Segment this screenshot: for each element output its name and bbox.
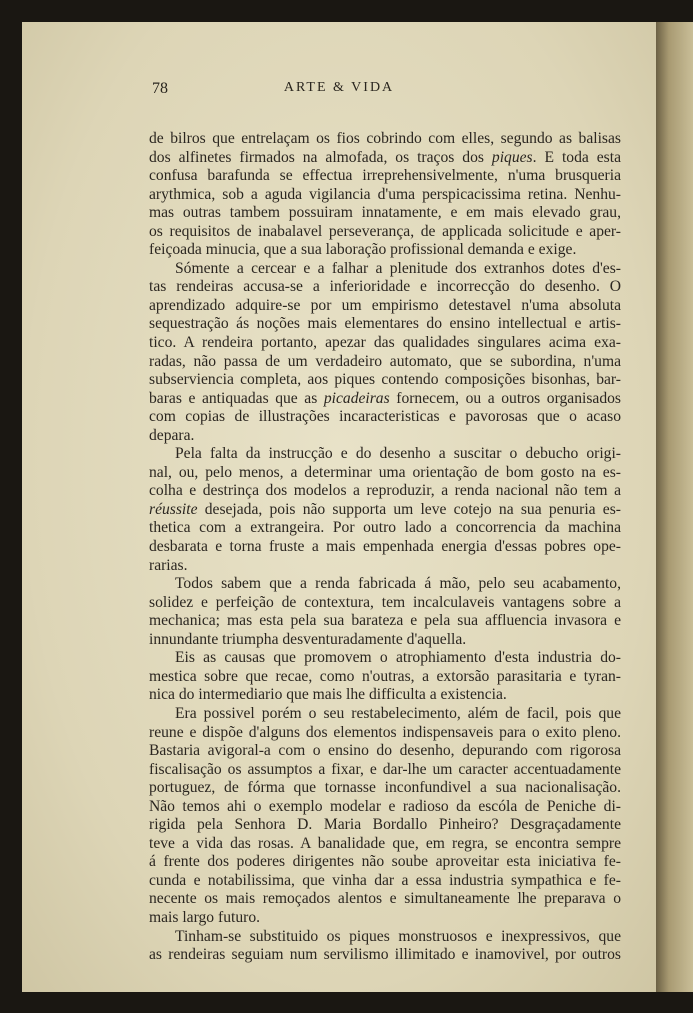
text-line <box>149 705 621 724</box>
text-line <box>149 149 621 168</box>
text-run: confusa barafunda se effectua irreprehensivelmente, n'uma brusqueria <box>149 167 621 185</box>
text-run: thetica com a extrangeira. Por outro lado a concorrencia da machina <box>149 519 621 537</box>
text-line <box>149 278 621 297</box>
text-line <box>149 241 621 260</box>
text-run: baras e antiquadas que as <box>149 389 324 407</box>
text-line <box>149 742 621 761</box>
text-run: de bilros que entrelaçam os fios cobrindo com elles, segundo as balisas <box>149 130 621 147</box>
text-line <box>149 482 621 501</box>
text-line <box>149 649 621 668</box>
text-run: os requisitos de inabalavel perseverança, de applicada solicitude e aper- <box>149 222 621 240</box>
text-line <box>149 890 621 909</box>
page-header <box>22 80 656 104</box>
text-line <box>149 297 621 316</box>
text-run: dos alfinetes firmados na almofada, os traços dos <box>149 148 492 166</box>
text-run: Pela falta da instrucção e do desenho a suscitar o debucho origi- <box>175 445 621 463</box>
text-line <box>149 427 621 446</box>
text-line <box>149 501 621 520</box>
text-line <box>149 631 621 650</box>
text-run: as rendeiras seguiam num servilismo illimitado e inamovivel, por outros <box>149 946 621 964</box>
text-line <box>149 557 621 576</box>
text-run: radas, não passa de um verdadeiro automato, que se subordina, n'uma <box>149 352 621 370</box>
running-title: ARTE & VIDA <box>283 80 395 95</box>
text-line <box>149 353 621 372</box>
text-line <box>149 853 621 872</box>
text-line <box>149 761 621 780</box>
text-run: mais largo futuro. <box>149 908 261 926</box>
text-line <box>149 575 621 594</box>
text-run: aprendizado adquire-se por um empirismo detestavel n'uma absoluta <box>149 296 621 314</box>
text-run: innundante triumpha desventuradamente d'aquella. <box>149 630 467 648</box>
text-run: com copias de illustrações incaracteristicas e pavorosas que o acaso <box>149 408 621 426</box>
text-line <box>149 724 621 743</box>
text-run: depara. <box>149 426 195 444</box>
text-line <box>149 798 621 817</box>
text-line <box>149 909 621 928</box>
text-run: necente os mais remoçados alentos e simultaneamente lhe preparava o <box>149 890 621 908</box>
text-run: arythmica, sob a aguda vigilancia d'uma perspicacissima retina. Nenhu- <box>149 185 621 203</box>
text-run: cunda e notabilissima, que vinha dar a essa industria sympathica e fe- <box>149 871 621 889</box>
text-line <box>149 167 621 186</box>
text-line <box>149 260 621 279</box>
text-run: . E toda esta <box>532 148 621 166</box>
text-run: feiçoada minucia, que a sua laboração profissional demanda e exige. <box>149 241 577 259</box>
text-run: mestica sobre que recae, como n'outras, a extorsão parasitaria e tyran- <box>149 667 621 685</box>
text-line <box>149 928 621 947</box>
text-line <box>149 445 621 464</box>
text-run: solidez e perfeição de contextura, tem incalculaveis vantagens sobre a <box>149 593 621 611</box>
facing-page-edge <box>656 22 693 992</box>
text-line <box>149 186 621 205</box>
text-run: tas rendeiras accusa-se a inferioridade e incorrecção do desenho. O <box>149 278 621 296</box>
text-line <box>149 835 621 854</box>
text-run: sequestração ás noções mais elementares do ensino intellectual e artis- <box>149 315 621 333</box>
text-run: subserviencia completa, aos piques contendo composições bisonhas, bar- <box>149 371 621 389</box>
text-run: nica do intermediario que mais lhe difficulta a existencia. <box>149 686 507 704</box>
text-run: mas outras tambem possuiram innatamente, e em mais elevado grau, <box>149 204 621 222</box>
text-line <box>149 371 621 390</box>
text-run: desejada, pois não supporta um leve cotejo na sua penuria es- <box>197 500 621 518</box>
text-line <box>149 334 621 353</box>
text-run: colha e destrinça dos modelos a reproduzir, a renda nacional não tem a <box>149 482 621 500</box>
text-run: mechanica; mas esta pela sua barateza e pela sua affluencia invasora e <box>149 612 621 630</box>
text-run: tico. A rendeira portanto, apezar das qualidades singulares acima exa- <box>149 334 621 352</box>
text-run: Eis as causas que promovem o atrophiamento d'esta industria do- <box>175 649 621 667</box>
italic-term: piques <box>491 148 533 166</box>
text-line <box>149 686 621 705</box>
text-run: reune e dispõe d'alguns dos elementos indispensaveis para o exito pleno. <box>149 723 621 741</box>
text-line <box>149 668 621 687</box>
text-run: Sómente a cercear e a falhar a plenitude dos extranhos dotes d'es- <box>175 259 621 277</box>
text-line <box>149 612 621 631</box>
body-text <box>149 130 621 965</box>
text-run: Era possivel porém o seu restabelecimento, além de facil, pois que <box>175 704 621 722</box>
text-line <box>149 408 621 427</box>
book-page <box>22 22 656 992</box>
text-run: Tinham-se substituido os piques monstruosos e inexpressivos, que <box>175 927 621 945</box>
text-line <box>149 315 621 334</box>
text-run: Bastaria avigoral-a com o ensino do desenho, depurando com rigorosa <box>149 742 621 760</box>
text-run: Todos sabem que a renda fabricada á mão, pelo seu acabamento, <box>175 575 621 593</box>
italic-term: réussite <box>149 500 198 518</box>
text-run: portuguez, de fórma que tornasse inconfundivel a sua nacionalisação. <box>149 779 621 797</box>
text-run: fiscalisação os assumptos a fixar, e dar-lhe um caracter accentuadamente <box>149 760 621 778</box>
text-line <box>149 779 621 798</box>
text-line <box>149 816 621 835</box>
text-run: teve a vida das rosas. A banalidade que, em regra, se encontra sempre <box>149 834 621 852</box>
text-run: nal, ou, pelo menos, a determinar uma orientação de bom gosto na es- <box>149 463 621 481</box>
text-line <box>149 519 621 538</box>
text-run: rarias. <box>149 556 188 574</box>
text-run: á frente dos poderes dirigentes não soube aproveitar esta iniciativa fe- <box>149 853 621 871</box>
text-line <box>149 390 621 409</box>
text-line <box>149 594 621 613</box>
text-line <box>149 223 621 242</box>
text-line <box>149 538 621 557</box>
text-run: fornecem, ou a outros organisados <box>389 389 621 407</box>
text-line <box>149 946 621 965</box>
page-number: 78 <box>152 80 168 97</box>
text-line <box>149 872 621 891</box>
text-run: Não temos ahi o exemplo modelar e radioso da escóla de Peniche di- <box>149 797 621 815</box>
text-run: desbarata e torna fruste a mais empenhada energia d'essas pobres ope- <box>149 538 621 556</box>
text-line <box>149 464 621 483</box>
text-line <box>149 130 621 149</box>
text-run: rigida pela Senhora D. Maria Bordallo Pinheiro? Desgraçadamente <box>149 816 621 834</box>
italic-term: picadeiras <box>323 389 390 407</box>
text-line <box>149 204 621 223</box>
